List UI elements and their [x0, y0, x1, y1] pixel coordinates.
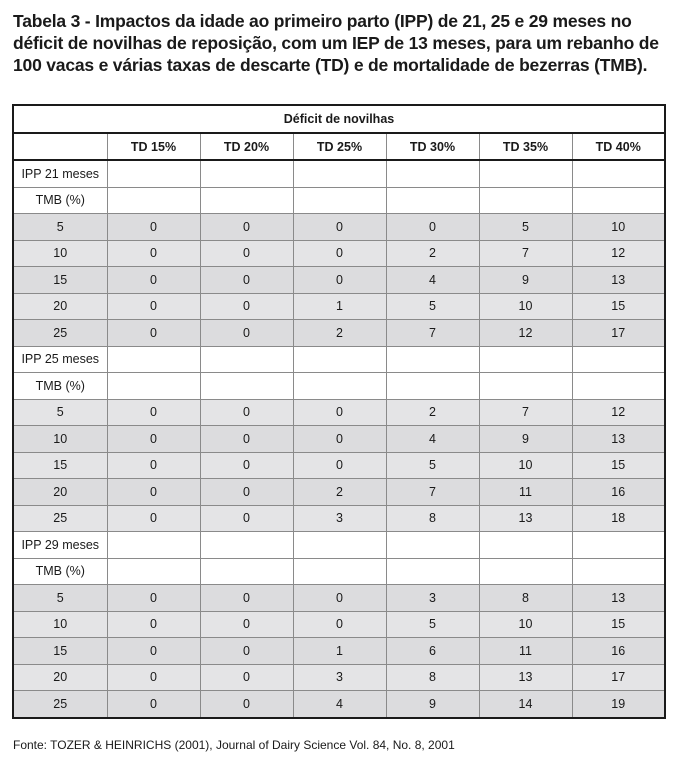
- deficit-value: 4: [386, 267, 479, 294]
- deficit-value: 14: [479, 691, 572, 718]
- empty-cell: [293, 346, 386, 373]
- empty-cell: [386, 187, 479, 214]
- column-header-row: [13, 133, 665, 160]
- deficit-value: 2: [293, 479, 386, 506]
- empty-cell: [386, 160, 479, 187]
- empty-cell: [479, 558, 572, 585]
- deficit-value: 0: [200, 214, 293, 241]
- empty-cell: [386, 373, 479, 400]
- tmb-value: 10: [13, 240, 107, 267]
- deficit-value: 13: [572, 426, 665, 453]
- deficit-value: 0: [107, 585, 200, 612]
- empty-cell: [107, 532, 200, 559]
- empty-cell: [200, 160, 293, 187]
- deficit-value: 8: [386, 664, 479, 691]
- deficit-value: 2: [386, 240, 479, 267]
- tmb-value: 5: [13, 585, 107, 612]
- tmb-label-row: [13, 187, 665, 214]
- deficit-value: 0: [200, 479, 293, 506]
- empty-cell: [200, 346, 293, 373]
- deficit-value: 13: [572, 267, 665, 294]
- deficit-value: 3: [386, 585, 479, 612]
- table-row: [13, 240, 665, 267]
- empty-cell: [200, 373, 293, 400]
- tmb-value: 25: [13, 691, 107, 718]
- deficit-value: 11: [479, 638, 572, 665]
- deficit-value: 7: [479, 240, 572, 267]
- table-row: [13, 320, 665, 347]
- tmb-value: 10: [13, 426, 107, 453]
- tmb-value: 25: [13, 320, 107, 347]
- empty-cell: [572, 373, 665, 400]
- tmb-value: 20: [13, 293, 107, 320]
- deficit-value: 0: [107, 505, 200, 532]
- empty-cell: [479, 373, 572, 400]
- deficit-value: 0: [200, 691, 293, 718]
- table-row: [13, 585, 665, 612]
- deficit-value: 5: [386, 611, 479, 638]
- empty-cell: [107, 160, 200, 187]
- deficit-value: 0: [107, 399, 200, 426]
- deficit-value: 18: [572, 505, 665, 532]
- column-header: TD 35%: [479, 133, 572, 160]
- deficit-value: 0: [293, 399, 386, 426]
- deficit-value: 0: [200, 664, 293, 691]
- deficit-value: 0: [107, 452, 200, 479]
- deficit-value: 5: [386, 452, 479, 479]
- deficit-value: 9: [479, 267, 572, 294]
- deficit-value: 15: [572, 293, 665, 320]
- source-note: Fonte: TOZER & HEINRICHS (2001), Journal of Dairy Science Vol. 84, No. 8, 2001: [13, 738, 455, 752]
- tmb-value: 5: [13, 214, 107, 241]
- deficit-value: 5: [386, 293, 479, 320]
- group-label: IPP 29 meses: [13, 532, 107, 559]
- tmb-value: 20: [13, 479, 107, 506]
- column-header: TD 25%: [293, 133, 386, 160]
- deficit-value: 0: [107, 664, 200, 691]
- deficit-value: 3: [293, 664, 386, 691]
- deficit-value: 0: [200, 399, 293, 426]
- deficit-value: 0: [107, 691, 200, 718]
- group-row: [13, 532, 665, 559]
- header-group-label: Déficit de novilhas: [13, 105, 665, 133]
- empty-cell: [572, 346, 665, 373]
- deficit-value: 16: [572, 638, 665, 665]
- table-row: [13, 267, 665, 294]
- deficit-value: 7: [386, 479, 479, 506]
- deficit-value: 4: [293, 691, 386, 718]
- table-row: [13, 505, 665, 532]
- empty-cell: [200, 558, 293, 585]
- deficit-value: 6: [386, 638, 479, 665]
- deficit-value: 0: [107, 479, 200, 506]
- deficit-value: 9: [386, 691, 479, 718]
- table-row: [13, 638, 665, 665]
- deficit-value: 4: [386, 426, 479, 453]
- deficit-value: 0: [293, 611, 386, 638]
- empty-cell: [572, 532, 665, 559]
- tmb-value: 25: [13, 505, 107, 532]
- empty-cell: [479, 187, 572, 214]
- table-row: [13, 691, 665, 718]
- table-row: [13, 426, 665, 453]
- empty-cell: [572, 160, 665, 187]
- deficit-value: 0: [107, 214, 200, 241]
- deficit-value: 9: [479, 426, 572, 453]
- deficit-value: 15: [572, 452, 665, 479]
- empty-cell: [386, 558, 479, 585]
- deficit-value: 10: [479, 452, 572, 479]
- deficit-value: 0: [200, 585, 293, 612]
- deficit-value: 0: [107, 240, 200, 267]
- deficit-value: 3: [293, 505, 386, 532]
- table-title: Tabela 3 - Impactos da idade ao primeiro parto (IPP) de 21, 25 e 29 meses no déficit de novilhas de reposição, com um IEP de 13 meses, para um rebanho de 100 vacas e várias taxas de descarte (TD) e de mortalidade de bezerras (TMB).: [13, 11, 659, 75]
- empty-cell: [293, 187, 386, 214]
- table-body: [13, 160, 665, 718]
- empty-cell: [479, 532, 572, 559]
- deficit-value: 16: [572, 479, 665, 506]
- heifer-deficit-table: [12, 104, 666, 719]
- deficit-value: 7: [479, 399, 572, 426]
- empty-cell: [479, 346, 572, 373]
- deficit-value: 13: [479, 505, 572, 532]
- empty-cell: [293, 160, 386, 187]
- deficit-value: 0: [200, 611, 293, 638]
- table-row: [13, 664, 665, 691]
- deficit-value: 0: [293, 585, 386, 612]
- tmb-label: TMB (%): [13, 373, 107, 400]
- deficit-value: 0: [107, 293, 200, 320]
- empty-cell: [200, 187, 293, 214]
- empty-cell: [107, 346, 200, 373]
- deficit-value: 13: [479, 664, 572, 691]
- table-row: [13, 399, 665, 426]
- column-header: TD 20%: [200, 133, 293, 160]
- table-row: [13, 452, 665, 479]
- tmb-label-row: [13, 558, 665, 585]
- deficit-value: 2: [293, 320, 386, 347]
- deficit-value: 0: [293, 267, 386, 294]
- deficit-value: 0: [200, 240, 293, 267]
- deficit-value: 5: [479, 214, 572, 241]
- deficit-value: 12: [479, 320, 572, 347]
- deficit-value: 0: [200, 267, 293, 294]
- empty-cell: [293, 532, 386, 559]
- deficit-value: 10: [572, 214, 665, 241]
- deficit-value: 0: [107, 267, 200, 294]
- deficit-value: 0: [386, 214, 479, 241]
- deficit-value: 15: [572, 611, 665, 638]
- deficit-value: 0: [200, 452, 293, 479]
- deficit-value: 19: [572, 691, 665, 718]
- deficit-value: 0: [200, 638, 293, 665]
- deficit-value: 0: [107, 426, 200, 453]
- deficit-value: 0: [200, 426, 293, 453]
- deficit-value: 10: [479, 611, 572, 638]
- deficit-value: 17: [572, 320, 665, 347]
- deficit-value: 0: [107, 638, 200, 665]
- deficit-value: 0: [293, 452, 386, 479]
- column-header: TD 40%: [572, 133, 665, 160]
- group-label: IPP 25 meses: [13, 346, 107, 373]
- group-label: IPP 21 meses: [13, 160, 107, 187]
- deficit-value: 0: [200, 505, 293, 532]
- deficit-value: 11: [479, 479, 572, 506]
- column-header: TD 15%: [107, 133, 200, 160]
- table-row: [13, 293, 665, 320]
- tmb-value: 5: [13, 399, 107, 426]
- empty-cell: [572, 558, 665, 585]
- deficit-value: 12: [572, 240, 665, 267]
- empty-cell: [479, 160, 572, 187]
- deficit-value: 0: [293, 240, 386, 267]
- deficit-value: 8: [386, 505, 479, 532]
- empty-cell: [107, 558, 200, 585]
- tmb-value: 15: [13, 452, 107, 479]
- tmb-value: 15: [13, 638, 107, 665]
- column-header: TD 30%: [386, 133, 479, 160]
- tmb-label: TMB (%): [13, 187, 107, 214]
- deficit-value: 0: [293, 426, 386, 453]
- empty-cell: [107, 373, 200, 400]
- deficit-value: 0: [200, 293, 293, 320]
- header-group-row: [13, 105, 665, 133]
- deficit-value: 0: [107, 611, 200, 638]
- deficit-value: 17: [572, 664, 665, 691]
- empty-cell: [200, 532, 293, 559]
- deficit-value: 10: [479, 293, 572, 320]
- deficit-value: 0: [200, 320, 293, 347]
- table-row: [13, 611, 665, 638]
- empty-cell: [572, 187, 665, 214]
- deficit-value: 7: [386, 320, 479, 347]
- deficit-value: 0: [107, 320, 200, 347]
- tmb-value: 15: [13, 267, 107, 294]
- tmb-label-row: [13, 373, 665, 400]
- deficit-value: 0: [293, 214, 386, 241]
- empty-cell: [293, 558, 386, 585]
- tmb-label: TMB (%): [13, 558, 107, 585]
- tmb-value: 10: [13, 611, 107, 638]
- deficit-value: 13: [572, 585, 665, 612]
- deficit-value: 12: [572, 399, 665, 426]
- deficit-value: 1: [293, 638, 386, 665]
- empty-cell: [386, 346, 479, 373]
- deficit-value: 8: [479, 585, 572, 612]
- tmb-value: 20: [13, 664, 107, 691]
- group-row: [13, 160, 665, 187]
- empty-cell: [293, 373, 386, 400]
- table-row: [13, 214, 665, 241]
- deficit-value: 1: [293, 293, 386, 320]
- group-row: [13, 346, 665, 373]
- column-header-empty: [13, 133, 107, 160]
- empty-cell: [107, 187, 200, 214]
- empty-cell: [386, 532, 479, 559]
- table-row: [13, 479, 665, 506]
- deficit-value: 2: [386, 399, 479, 426]
